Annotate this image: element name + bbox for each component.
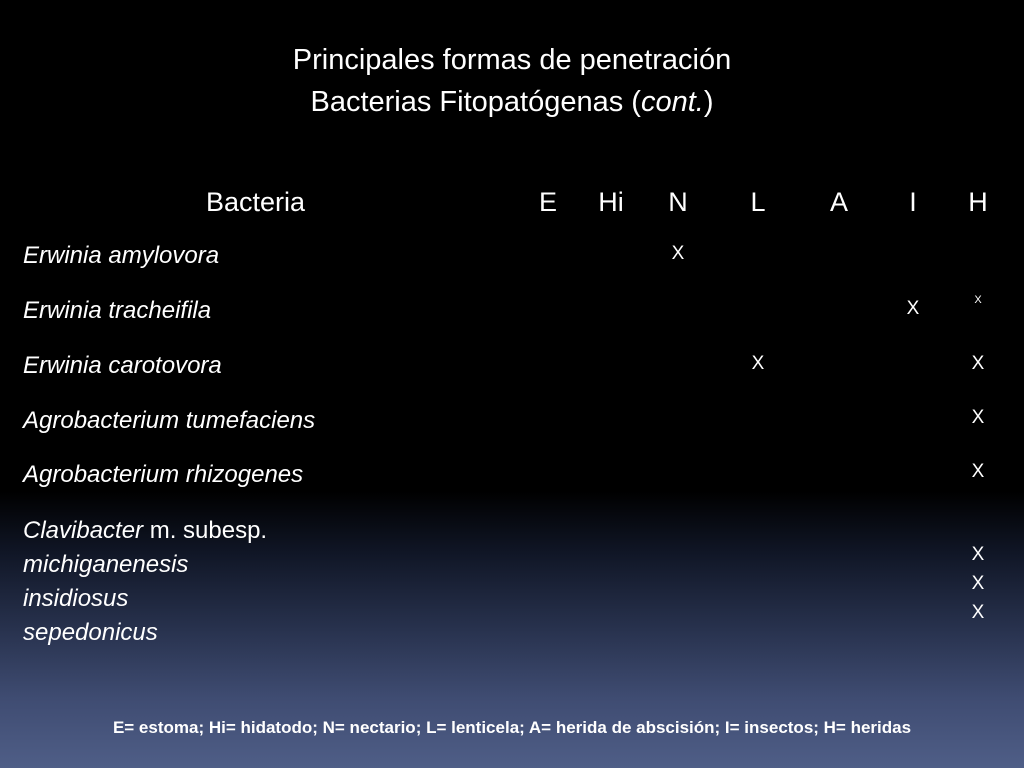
mark-erwinia-carotovora-l: X bbox=[751, 353, 765, 374]
row-label-erwinia-amylovora: Erwinia amylovora bbox=[23, 242, 220, 269]
mark-sepedonicus-h: X bbox=[971, 602, 985, 623]
mark-erwinia-amylovora-n: X bbox=[671, 243, 685, 264]
header-col-i: I bbox=[909, 187, 917, 217]
mark-michiganenesis-h: X bbox=[971, 544, 985, 565]
row-label-michiganenesis: michiganenesis bbox=[23, 551, 189, 578]
legend-footnote: E= estoma; Hi= hidatodo; N= nectario; L= lenticela; A= herida de abscisión; I= insectos; H= heridas bbox=[112, 718, 912, 737]
row-label-clavibacter bbox=[23, 516, 267, 546]
slide-title-line-2 bbox=[0, 84, 1024, 120]
mark-insidiosus-h: X bbox=[971, 573, 985, 594]
slide-title-line-1: Principales formas de penetración bbox=[292, 44, 732, 76]
header-col-e: E bbox=[538, 187, 558, 217]
mark-erwinia-tracheifila-i: X bbox=[906, 298, 920, 319]
header-col-n: N bbox=[668, 187, 688, 217]
header-col-l: L bbox=[750, 187, 766, 217]
mark-agrobacterium-rhizogenes-h: X bbox=[971, 461, 985, 482]
row-label-insidiosus: insidiosus bbox=[23, 585, 129, 612]
row-label-agrobacterium-rhizogenes: Agrobacterium rhizogenes bbox=[23, 461, 304, 488]
mark-erwinia-tracheifila-h: X bbox=[974, 294, 982, 306]
clavibacter-subesp: m. subesp. bbox=[143, 517, 268, 544]
mark-erwinia-carotovora-h: X bbox=[971, 353, 985, 374]
header-col-h: H bbox=[968, 187, 988, 217]
row-label-erwinia-carotovora: Erwinia carotovora bbox=[23, 352, 222, 379]
mark-agrobacterium-tumefaciens-h: X bbox=[971, 407, 985, 428]
header-bacteria: Bacteria bbox=[206, 187, 306, 217]
row-label-sepedonicus: sepedonicus bbox=[23, 619, 158, 646]
header-col-a: A bbox=[829, 187, 849, 217]
row-label-agrobacterium-tumefaciens: Agrobacterium tumefaciens bbox=[23, 407, 316, 434]
title-line-2-text: Bacterias Fitopatógenas ( bbox=[310, 86, 641, 118]
title-line-2-italic: cont. bbox=[640, 86, 704, 118]
row-label-erwinia-tracheifila: Erwinia tracheifila bbox=[23, 297, 212, 324]
title-line-2-close: ) bbox=[703, 86, 714, 118]
clavibacter-genus: Clavibacter bbox=[23, 517, 144, 544]
header-col-hi: Hi bbox=[598, 187, 624, 217]
